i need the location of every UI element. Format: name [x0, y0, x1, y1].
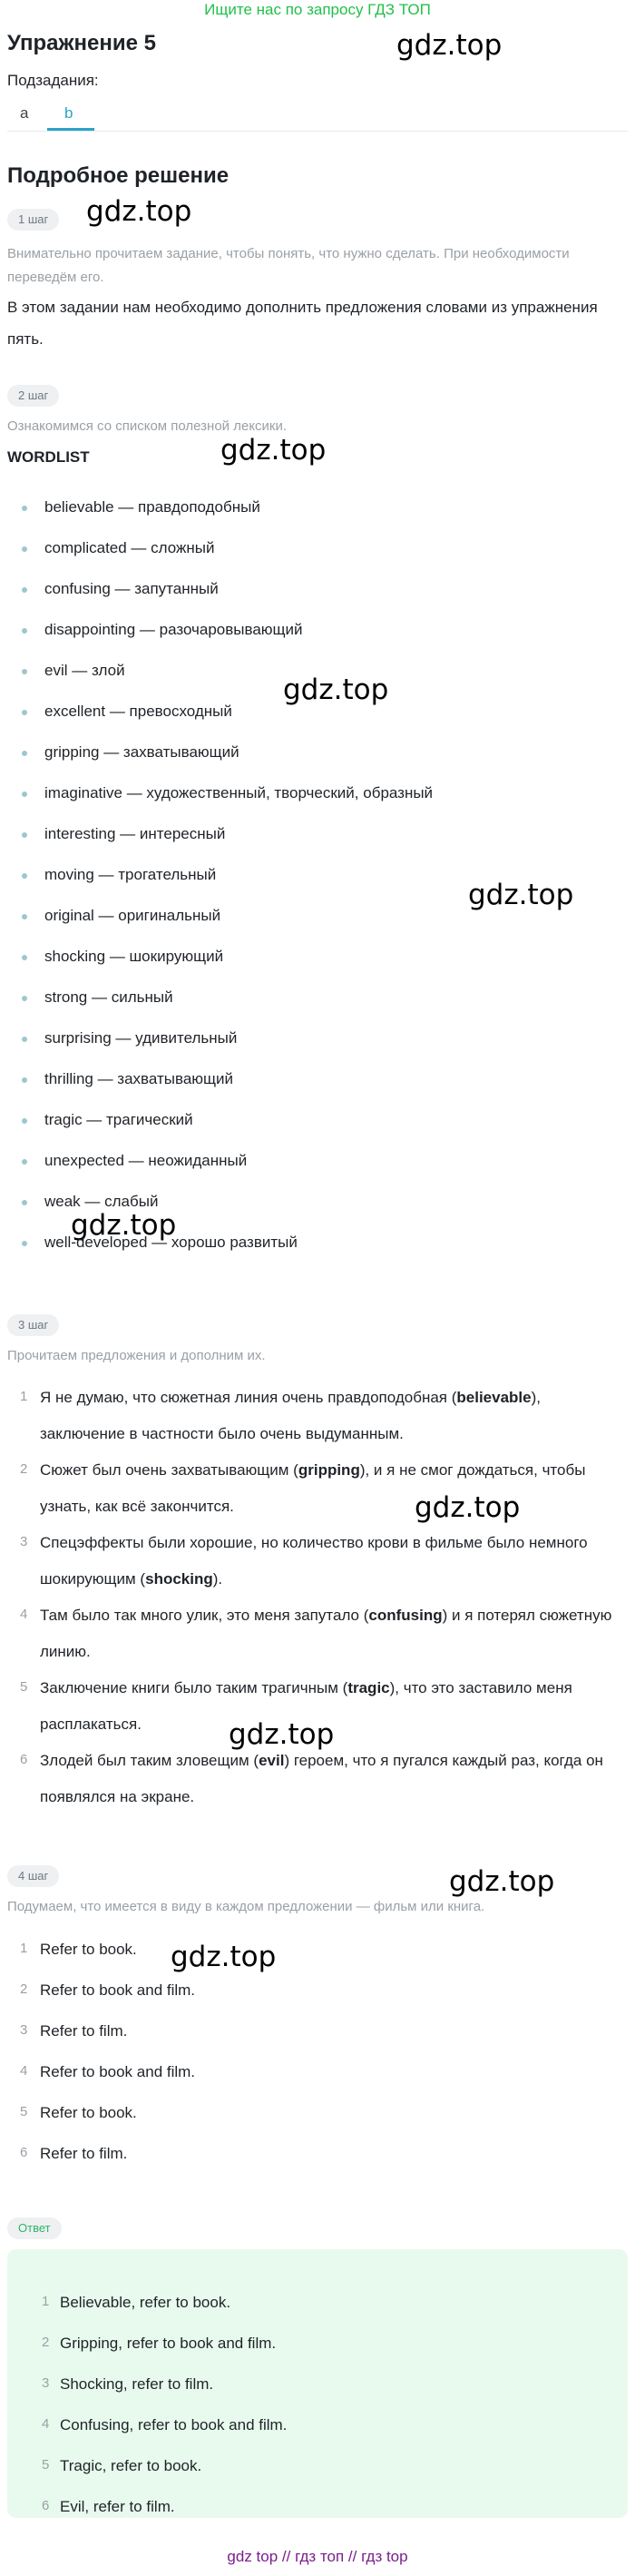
- bullet: [22, 832, 27, 838]
- solution-heading: Подробное решение: [7, 163, 230, 188]
- bullet: [22, 996, 27, 1001]
- watermark: gdz.top: [415, 1491, 521, 1524]
- step-4-hint: Подумаем, что имеется в виду в каждом предложении — фильм или книга.: [7, 1899, 485, 1914]
- bullet: [22, 1037, 27, 1042]
- watermark: gdz.top: [171, 1941, 277, 1973]
- bullet: [22, 1159, 27, 1165]
- promo-banner: Ищите нас по запросу ГДЗ ТОП: [204, 1, 431, 18]
- page-title: Упражнение 5: [7, 31, 156, 55]
- watermark: gdz.top: [220, 434, 327, 467]
- bullet: [22, 1200, 27, 1205]
- bullet: [22, 710, 27, 715]
- tab-b[interactable]: b: [64, 104, 73, 122]
- bullet: [22, 1077, 27, 1083]
- bullet: [22, 1118, 27, 1124]
- watermark: gdz.top: [449, 1865, 555, 1898]
- bullet: [22, 751, 27, 756]
- bullet: [22, 914, 27, 919]
- step-1-badge: 1 шаг: [7, 209, 59, 231]
- bullet: [22, 546, 27, 552]
- bullet: [22, 1241, 27, 1246]
- bullet: [22, 791, 27, 797]
- bullet: [22, 955, 27, 960]
- watermark: gdz.top: [396, 29, 503, 62]
- watermark: gdz.top: [229, 1718, 335, 1751]
- bullet: [22, 628, 27, 634]
- footer-links[interactable]: gdz top // гдз топ // гдз top: [227, 2548, 408, 2565]
- bullet: [22, 669, 27, 674]
- step-2-badge: 2 шаг: [7, 385, 59, 407]
- step-1-text: В этом задании нам необходимо дополнить предложения словами из упражнения пять.: [7, 299, 598, 348]
- wordlist-title: WORDLIST: [7, 448, 90, 466]
- bullet: [22, 873, 27, 879]
- subtasks-label: Подзадания:: [7, 72, 99, 89]
- step-1-hint: Внимательно прочитаем задание, чтобы понять, что нужно сделать. При необходимости переведём его.: [7, 246, 570, 285]
- tab-a[interactable]: a: [20, 104, 29, 122]
- step-4-badge: 4 шаг: [7, 1865, 59, 1887]
- answer-badge: Ответ: [7, 2217, 62, 2239]
- step-3-hint: Прочитаем предложения и дополним их.: [7, 1348, 266, 1363]
- watermark: gdz.top: [283, 673, 389, 706]
- bullet: [22, 506, 27, 511]
- step-2-hint: Ознакомимся со списком полезной лексики.: [7, 418, 288, 434]
- step-3-badge: 3 шаг: [7, 1314, 59, 1336]
- watermark: gdz.top: [468, 879, 574, 911]
- watermark: gdz.top: [71, 1209, 177, 1242]
- tabs-divider: [7, 131, 628, 132]
- watermark: gdz.top: [86, 195, 192, 228]
- bullet: [22, 587, 27, 593]
